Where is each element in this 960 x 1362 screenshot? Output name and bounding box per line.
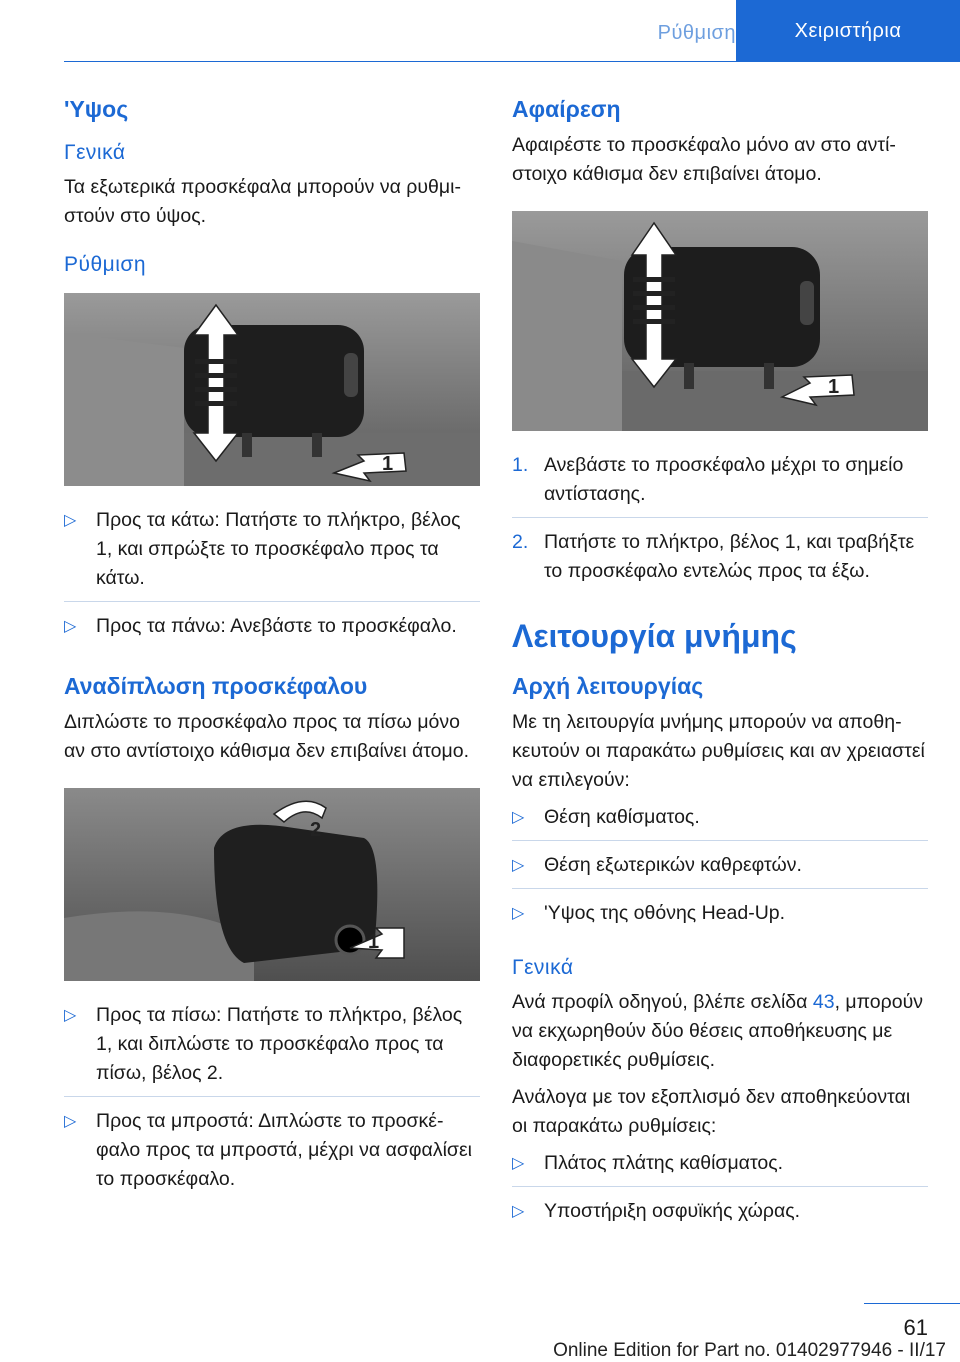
- figure-arrow-label-2: 2: [310, 819, 322, 841]
- page-link[interactable]: 43: [812, 991, 835, 1013]
- triangle-bullet-icon: ▷: [64, 512, 77, 529]
- subsection-title-setting: Ρύθμιση: [64, 253, 147, 276]
- list-item: ▷ Προς τα κάτω: Πατήστε το πλήκτρο, βέλος 1, και σπρώξτε το προσκέφαλο προς τα κάτω.: [64, 506, 480, 602]
- list-item: ▷ Προς τα πάνω: Ανεβάστε το προσκέφαλο.: [64, 612, 480, 649]
- list-item: ▷ Προς τα μπροστά: Διπλώστε το προσκέφαλο προς τα μπροστά, μέχρι να ασφαλίσει το προσκέφαλο.: [64, 1107, 480, 1202]
- triangle-bullet-icon: ▷: [64, 618, 77, 635]
- figure-arrow-label: 1: [828, 376, 840, 398]
- headrest-removal-figure: [512, 211, 928, 431]
- removal-paragraph: Αφαιρέστε το προσκέφαλο μόνο αν στο αντίστοιχο κάθισμα δεν επιβαίνει άτομο.: [512, 134, 896, 185]
- edition-note: Online Edition for Part no. 01402977946 - II/17: [553, 1340, 946, 1361]
- section-title-memory: Λειτουργία μνήμης: [512, 618, 797, 654]
- triangle-bullet-icon: ▷: [512, 1155, 525, 1172]
- subsection-title-principle: Αρχή λειτουργίας: [512, 673, 704, 699]
- figure-arrow-label: 1: [382, 453, 394, 475]
- header-tab-setting[interactable]: Ρύθμιση: [657, 22, 736, 44]
- triangle-bullet-icon: ▷: [512, 809, 525, 826]
- principle-paragraph: Με τη λειτουργία μνήμης μπορούν να αποθηκευτούν οι παρακάτω ρυθμίσεις και αν χρειαστεί να επιλεγούν:: [512, 711, 925, 791]
- list-item: ▷ Θέση εξωτερικών καθρεφτών.: [512, 851, 928, 889]
- figure-arrow-label-1: 1: [368, 931, 380, 953]
- list-item: ▷ Θέση καθίσματος.: [512, 803, 928, 841]
- list-item: 2. Πατήστε το πλήκτρο, βέλος 1, και τραβήξτε το προσκέφαλο εντελώς προς τα έξω.: [512, 531, 915, 582]
- section-title-height: 'Υψος: [64, 96, 129, 122]
- list-item: ▷ Πλάτος πλάτης καθίσματος.: [512, 1149, 928, 1187]
- list-item: ▷ 'Υψος της οθόνης Head-Up.: [512, 899, 928, 936]
- equipment-list: [512, 1149, 928, 1234]
- triangle-bullet-icon: ▷: [64, 1113, 77, 1130]
- section-title-removal: Αφαίρεση: [512, 96, 621, 122]
- footer-rule: [864, 1303, 960, 1304]
- left-column: [64, 96, 480, 1216]
- subsection-title-general: Γενικά: [64, 141, 126, 164]
- general-paragraph: Ανά προφίλ οδηγού, βλέπε σελίδα 43, μπορούν να εκχωρηθούν δύο θέσεις αποθήκευσης με διαφορετικές ρυθμίσεις.: [512, 991, 924, 1071]
- principle-list: [512, 803, 928, 936]
- removal-steps: [512, 451, 928, 594]
- list-item: ▷ Προς τα πίσω: Πατήστε το πλήκτρο, βέλος 1, και διπλώστε το προσκέφαλο προς τα πίσω, βέλος 2.: [64, 1001, 480, 1097]
- triangle-bullet-icon: ▷: [64, 1007, 77, 1024]
- list-item: ▷ Υποστήριξη οσφυϊκής χώρας.: [512, 1197, 928, 1234]
- triangle-bullet-icon: ▷: [512, 905, 525, 922]
- triangle-bullet-icon: ▷: [512, 1203, 525, 1220]
- page-header: [0, 0, 960, 62]
- equipment-paragraph: Ανάλογα με τον εξοπλισμό δεν αποθηκεύονται οι παρακάτω ρυθμίσεις:: [512, 1086, 911, 1137]
- header-tab-controls[interactable]: Χειριστήρια: [736, 0, 960, 62]
- list-item: 1. Ανεβάστε το προσκέφαλο μέχρι το σημείο αντίστασης.: [512, 451, 928, 518]
- fold-paragraph: Διπλώστε το προσκέφαλο προς τα πίσω μόνο αν στο αντίστοιχο κάθισμα δεν επιβαίνει άτομο.: [64, 711, 470, 762]
- subsection-title-general: Γενικά: [512, 956, 574, 979]
- headrest-height-figure: [64, 293, 480, 486]
- general-paragraph: Τα εξωτερικά προσκέφαλα μπορούν να ρυθμιστούν στο ύψος.: [64, 176, 461, 227]
- triangle-bullet-icon: ▷: [512, 857, 525, 874]
- section-title-fold: Αναδίπλωση προσκέφαλου: [64, 673, 368, 699]
- setting-list: [64, 506, 480, 649]
- right-column: [512, 96, 928, 1248]
- headrest-fold-figure: [64, 788, 480, 981]
- fold-list: [64, 1001, 480, 1202]
- page-number: 61: [903, 1315, 928, 1340]
